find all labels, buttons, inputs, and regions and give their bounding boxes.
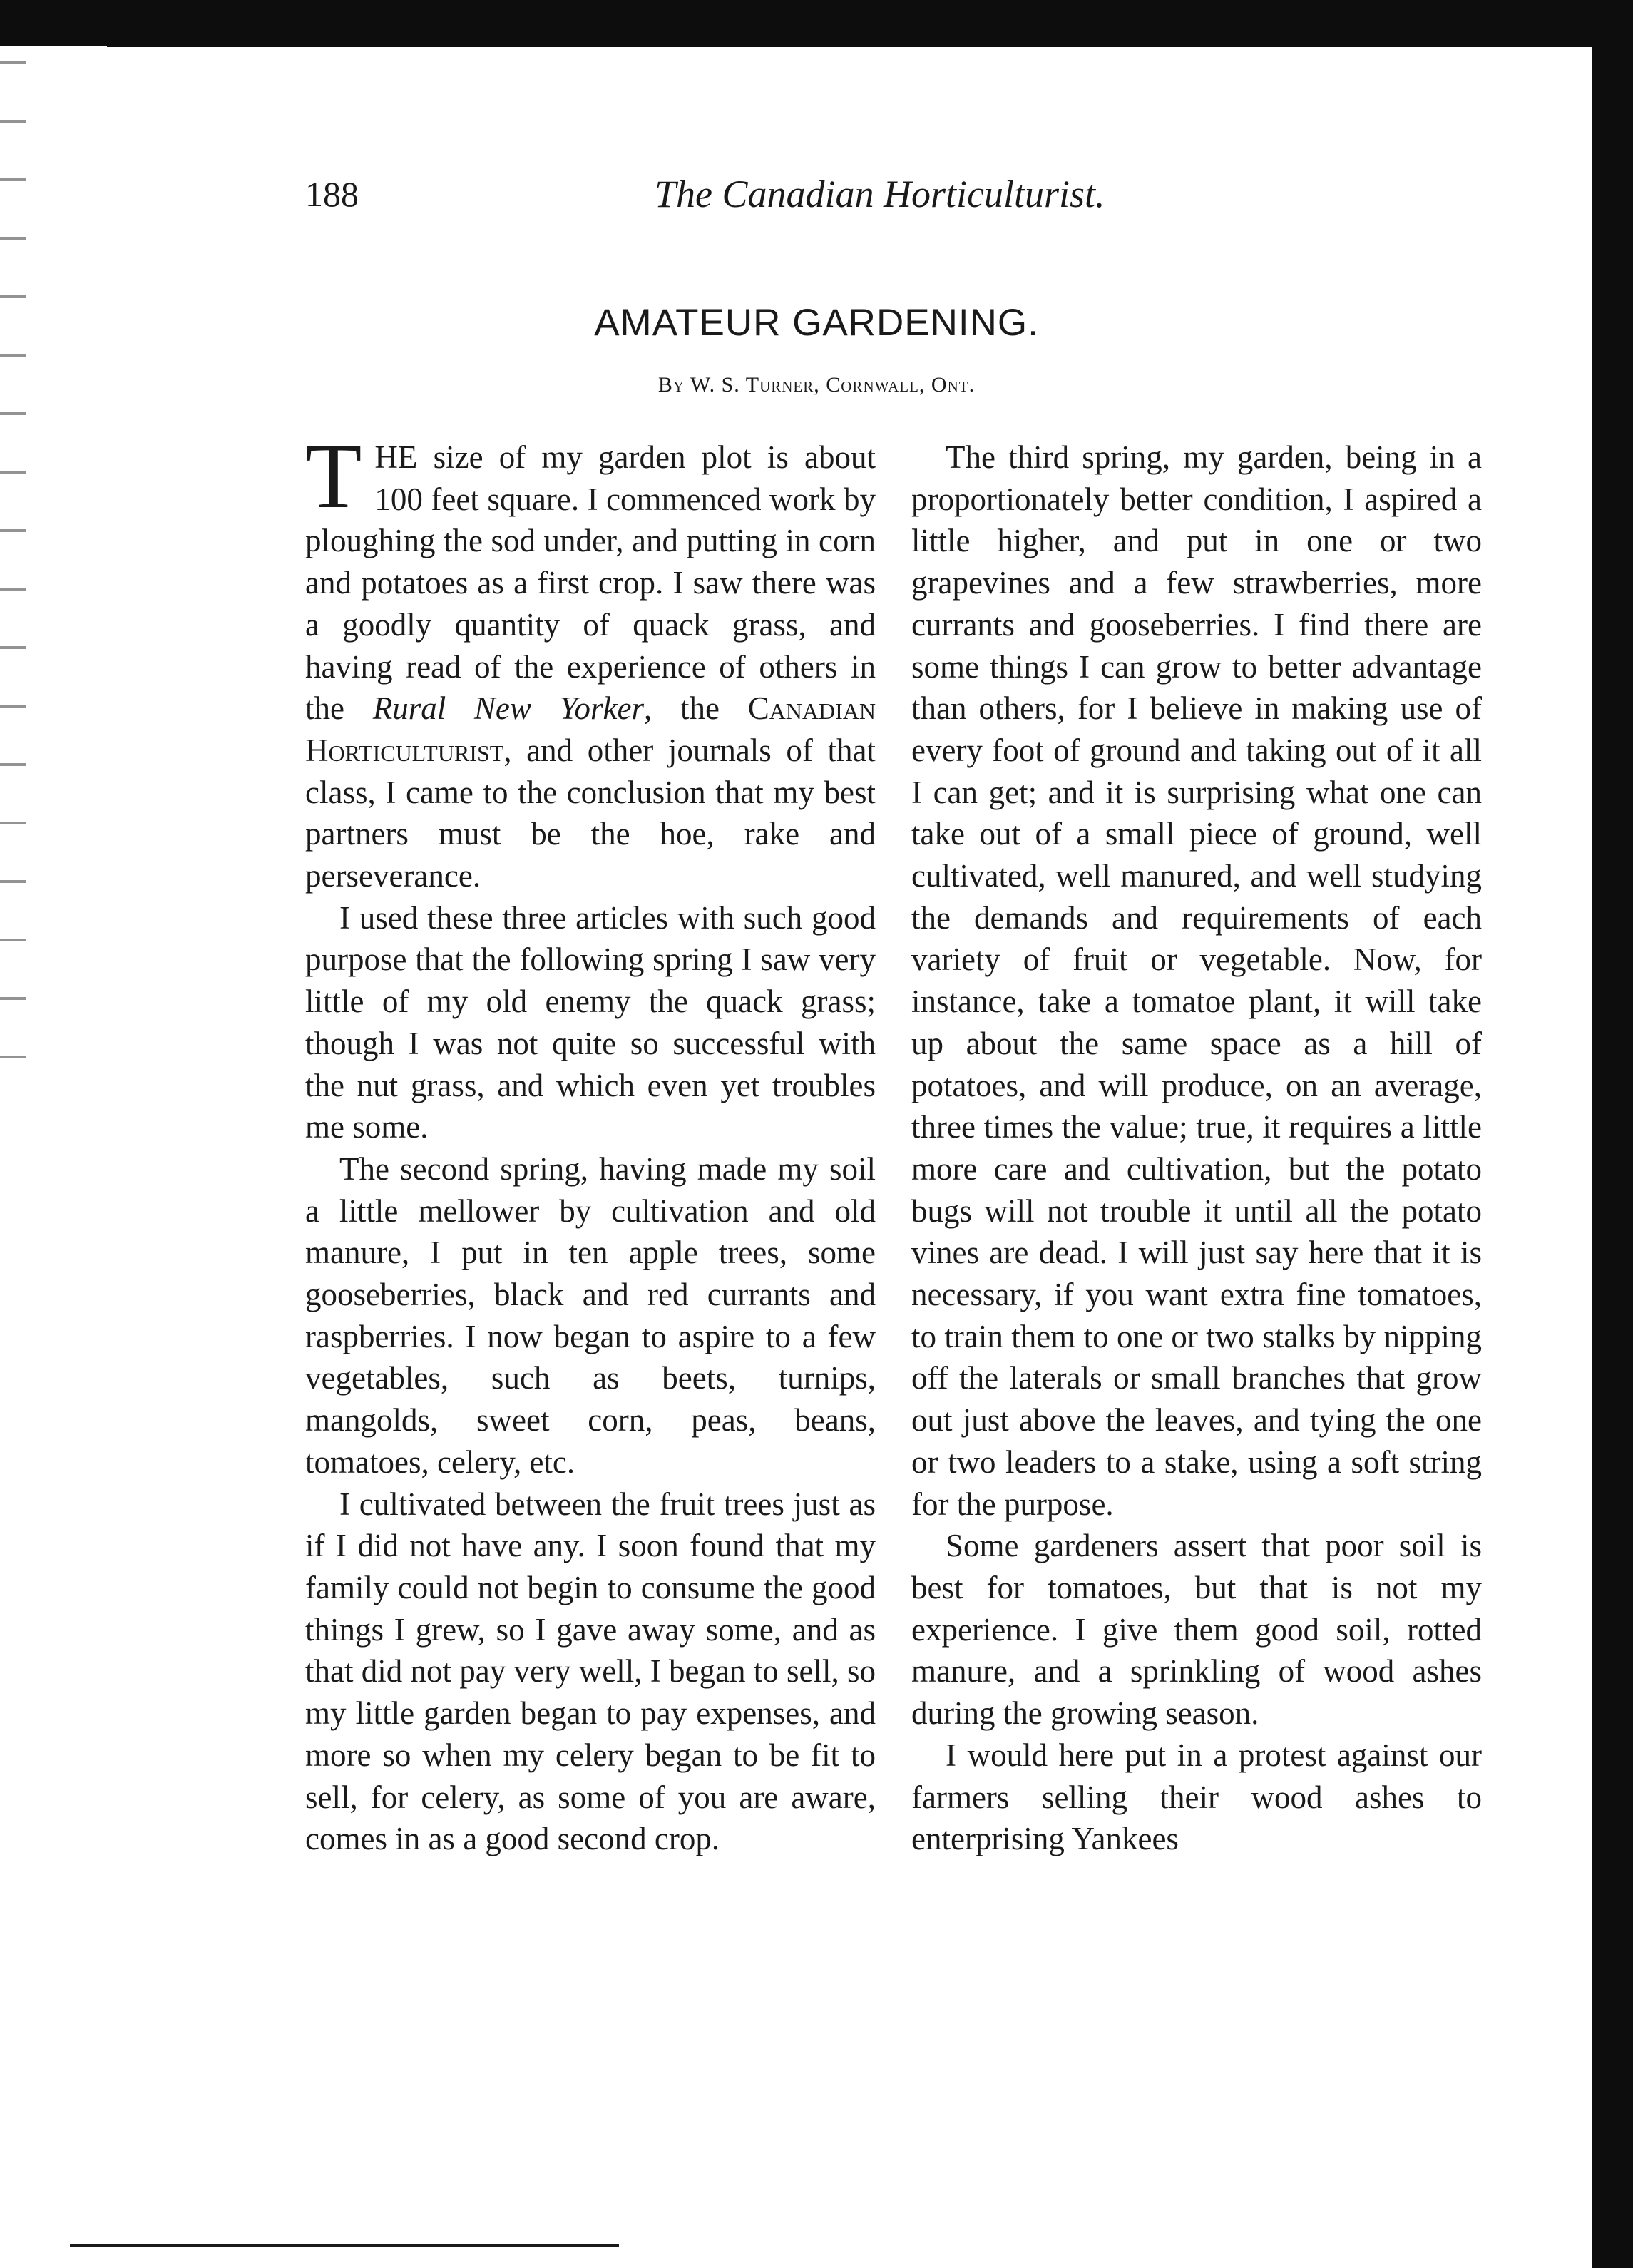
- drop-cap: T: [305, 425, 362, 528]
- paragraph-text: , the: [644, 690, 748, 727]
- paragraph: The second spring, having made my soil a little mellower by cultivation and old manure, I put in ten apple trees, some gooseberries, black and red currants and raspberries. I now began to aspire to a few vegetables, such as beets, turnips, mangolds, sweet corn, peas, beans, tomatoes, celery, etc.: [305, 1150, 876, 1480]
- scan-bottom-line: [70, 2244, 619, 2247]
- publication-name: Rural New Yorker: [372, 690, 645, 727]
- page-number: 188: [305, 174, 359, 214]
- paragraph: [305, 425, 876, 897]
- scan-left-margin-specks: [0, 36, 26, 1105]
- paragraph: Some gardeners assert that poor soil is best for tomatoes, but that is not my experience. I give them good soil, rotted manure, and a sprinkling of wood ashes during the growing season.: [911, 1528, 1482, 1732]
- byline: By W. S. Turner, Cornwall, Ont.: [657, 373, 976, 397]
- paragraph-text: , and other journals of that class, I came to the conclusion that my best partners must be the hoe, rake and perseverance.: [305, 732, 876, 894]
- journal-title: The Canadian Horticulturist.: [655, 173, 1105, 215]
- paragraph-text: HE size of my garden plot is about 100 feet square. I commenced work by ploughing the sod under, and putting in corn and potatoes as a first crop. I saw there was a goodly quantity of quack grass, and having read of the experience of others in the: [305, 439, 876, 727]
- scan-top-border-edge: [107, 44, 1619, 47]
- paragraph: The third spring, my garden, being in a proportionately better condition, I aspired a little higher, and put in one or two grapevines and a few strawberries, more currants and gooseberries. I find there are some things I can grow to better advantage than others, for I believe in making use of every foot of ground and taking out of it all I can get; and it is surprising what one can take out of a small piece of ground, well cultivated, well manured, and well studying the demands and requirements of each variety of fruit or vegetable. Now, for instance, take a tomatoe plant, it will take up about the same space as a hill of potatoes, and will produce, on an average, three times the value; true, it requires a little more care and cultivation, but the potato bugs will not trouble it until all the potato vines are dead. I will just say here that it is necessary, if you want extra fine tomatoes, to train them to one or two stalks by nipping off the laterals or small branches that grow out just above the leaves, and tying the one or two leaders to a stake, using a soft string for the purpose.: [911, 439, 1482, 1522]
- publication-name: Canadian Horticulturist: [305, 690, 876, 768]
- paragraph: I used these three articles with such good purpose that the following spring I saw very little of my old enemy the quack grass; though I was not quite so successful with the nut grass, and which even yet troubles me some.: [305, 899, 876, 1145]
- left-column: [305, 425, 876, 1860]
- scan-top-border: [0, 0, 1633, 46]
- paragraph: I would here put in a protest against our farmers selling their wood ashes to enterprising Yankees: [911, 1737, 1482, 1857]
- running-head: [305, 165, 1482, 223]
- article-title: AMATEUR GARDENING.: [594, 302, 1039, 344]
- paragraph: I cultivated between the fruit trees just as if I did not have any. I soon found that my family could not begin to consume the good things I grew, so I gave away some, and as that did not pay very well, I began to sell, so my little garden began to pay expenses, and more so when my celery began to be fit to sell, for celery, as some of you are aware, comes in as a good second crop.: [305, 1486, 876, 1857]
- right-column: [911, 436, 1482, 1860]
